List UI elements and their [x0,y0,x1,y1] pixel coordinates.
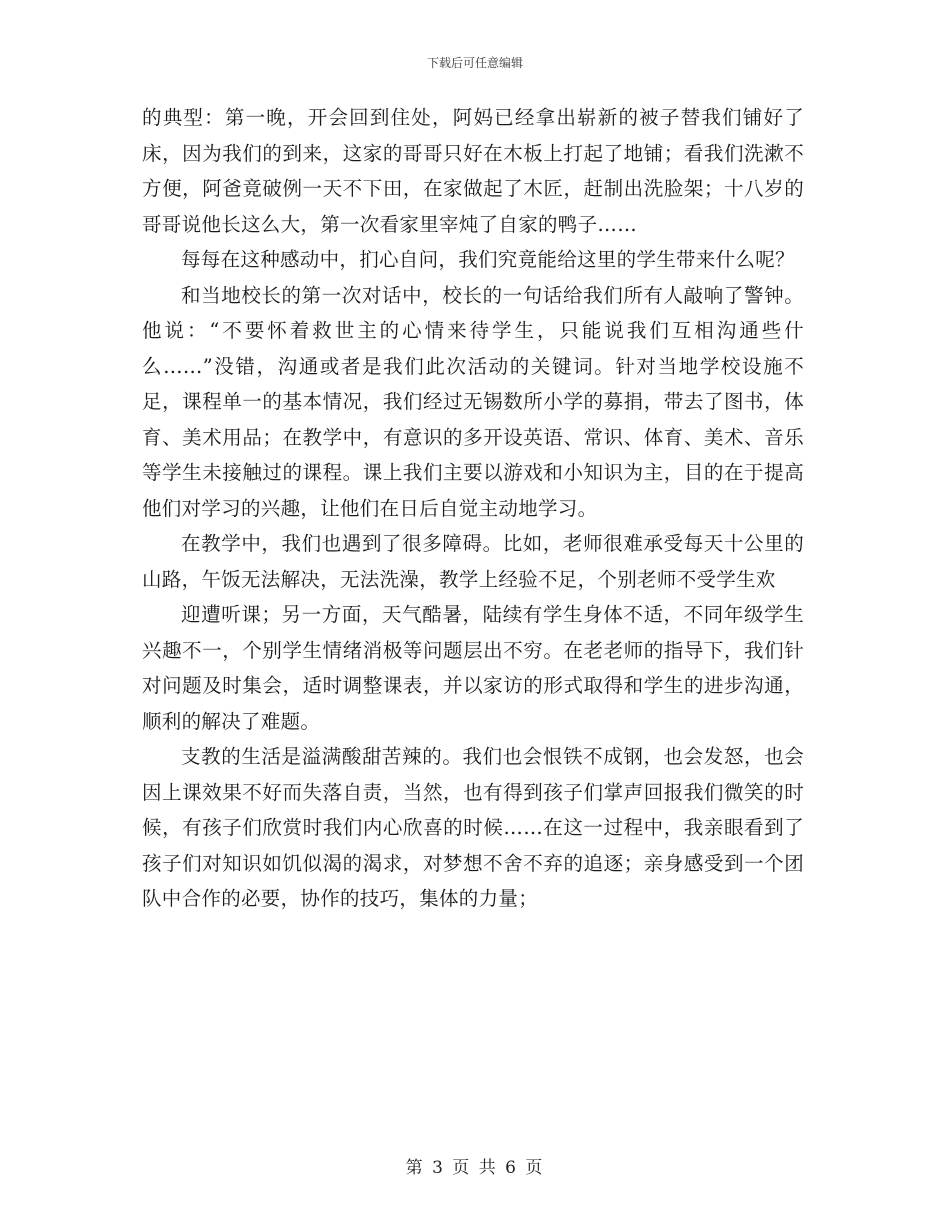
paragraph: 和当地校长的第一次对话中，校长的一句话给我们所有人敲响了警钟。他说：“不要怀着救世主的心情来待学生，只能说我们互相沟通些什么……”没错，沟通或者是我们此次活动的关键词。针对当地学校设施不足，课程单一的基本情况，我们经过无锡数所小学的募捐，带去了图书，体育、美术用品；在教学中，有意识的多开设英语、常识、体育、美术、音乐等学生未接触过的课程。课上我们主要以游戏和小知识为主，目的在于提高他们对学习的兴趣，让他们在日后自觉主动地学习。 [142,283,804,520]
paragraph: 在教学中，我们也遇到了很多障碍。比如，老师很难承受每天十公里的山路，午饭无法解决，无法洗澡，教学上经验不足，个别老师不受学生欢 [142,532,804,591]
paragraph: 支教的生活是溢满酸甜苦辣的。我们也会恨铁不成钢，也会发怒，也会因上课效果不好而失落自责，当然，也有得到孩子们掌声回报我们微笑的时候，有孩子们欣赏时我们内心欣喜的时候……在这一过程中，我亲眼看到了孩子们对知识如饥似渴的渴求，对梦想不舍不弃的追逐；亲身感受到一个团队中合作的必要，协作的技巧，集体的力量； [142,745,804,910]
document-body [142,100,804,917]
page-header: 下载后可任意编辑 [426,56,523,70]
paragraph: 的典型：第一晚，开会回到住处，阿妈已经拿出崭新的被子替我们铺好了床，因为我们的到来，这家的哥哥只好在木板上打起了地铺；看我们洗漱不方便，阿爸竟破例一天不下田，在家做起了木匠，赶制出洗脸架；十八岁的哥哥说他长这么大，第一次看家里宰炖了自家的鸭子…… [142,106,804,236]
paragraph: 每每在这种感动中，扪心自问，我们究竟能给这里的学生带来什么呢？ [181,248,795,271]
page-footer: 第 3 页 共 6 页 [405,1158,545,1178]
paragraph: 迎遭听课；另一方面，天气酷暑，陆续有学生身体不适，不同年级学生兴趣不一，个别学生情绪消极等问题层出不穷。在老老师的指导下，我们针对问题及时集会，适时调整课表，并以家访的形式取得和学生的进步沟通，顺利的解决了难题。 [142,603,804,733]
